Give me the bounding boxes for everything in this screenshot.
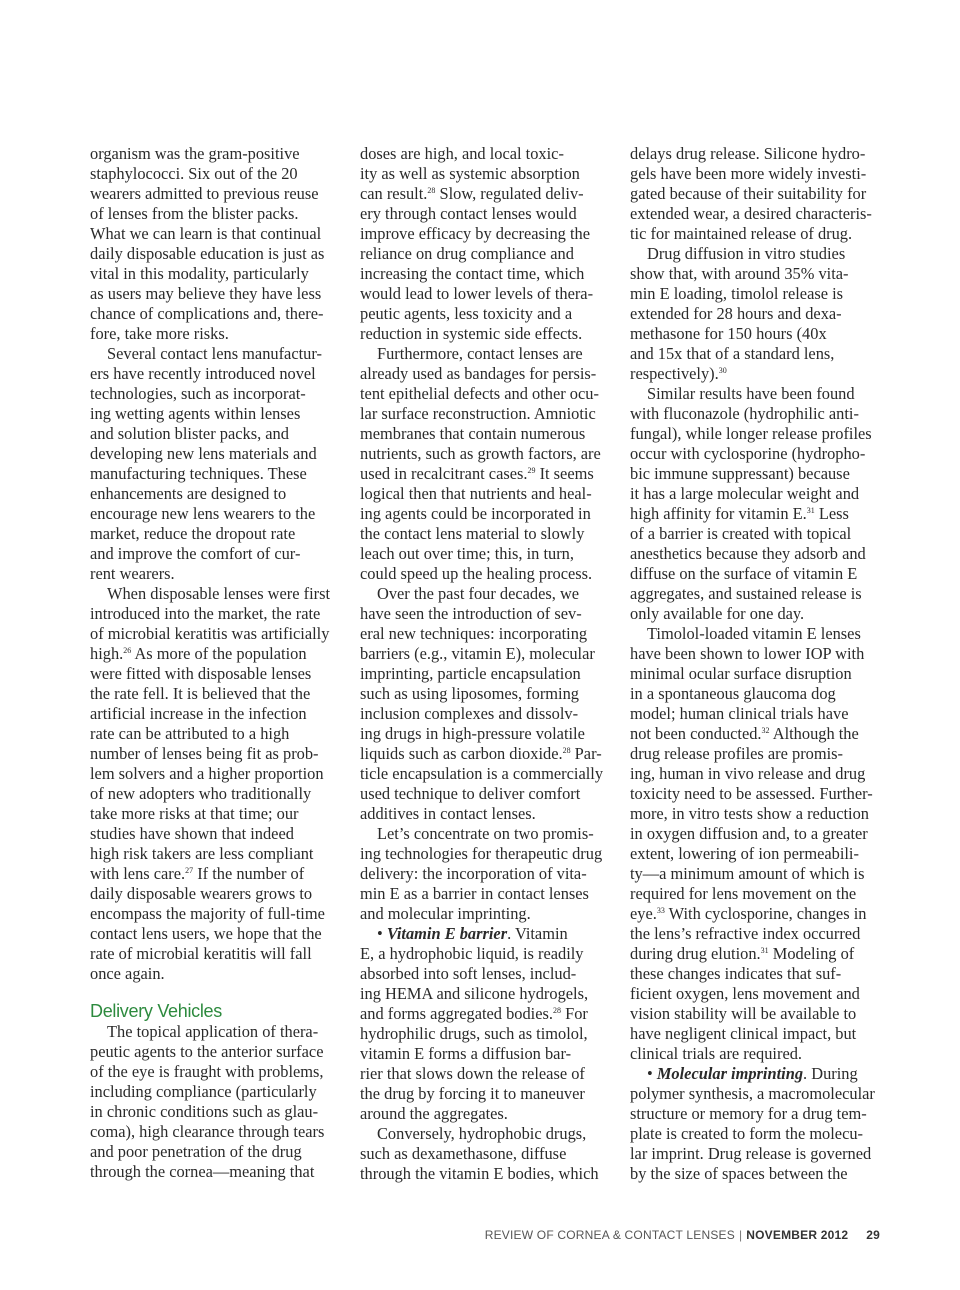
text-line: structure or memory for a drug tem- — [630, 1104, 867, 1123]
text-line: gels have been more widely investi- — [630, 164, 867, 183]
text-line: When disposable lenses were first — [107, 584, 331, 603]
text-line: Conversely, hydrophobic drugs, — [377, 1124, 587, 1143]
text-line: through the vitamin E bodies, which — [360, 1164, 599, 1183]
text-line: • Molecular imprinting. During — [647, 1064, 858, 1083]
text-line: eral new techniques: incorporating — [360, 624, 588, 643]
text-line: hydrophilic drugs, such as timolol, — [360, 1024, 588, 1043]
reference-number: 30 — [718, 366, 727, 375]
page-number: 29 — [866, 1228, 880, 1242]
text-line: ing wetting agents within lenses — [90, 404, 301, 423]
text-line: and poor penetration of the drug — [90, 1142, 302, 1161]
page-footer — [485, 1228, 880, 1242]
text-line: of lenses from the blister packs. — [90, 204, 299, 223]
run-in-term: Molecular imprinting — [656, 1064, 804, 1083]
text-line: introduced into the market, the rate — [90, 604, 321, 623]
text-line: peutic agents, less toxicity and a — [360, 304, 573, 323]
text-line: wearers admitted to previous reuse — [90, 184, 319, 203]
text-line: clinical trials are required. — [630, 1044, 803, 1063]
paragraph — [630, 144, 878, 244]
text-line: vital in this modality, particularly — [90, 264, 309, 283]
text-line: encompass the majority of full-time — [90, 904, 325, 923]
text-line: would lead to lower levels of thera- — [360, 284, 594, 303]
text-line: tent epithelial defects and other ocu- — [360, 384, 599, 403]
text-line: during drug elution.$^{31}$ Modeling of — [630, 944, 855, 963]
text-line: aggregates, and sustained release is — [630, 584, 862, 603]
column-1 — [90, 144, 340, 1182]
text-line: not been conducted.$^{32}$ Although the — [630, 724, 859, 743]
text-line: Similar results have been found — [647, 384, 855, 403]
reference-number: 28 — [552, 1006, 561, 1015]
text-line: vision stability will be available to — [630, 1004, 857, 1023]
text-line: artificial increase in the infection — [90, 704, 307, 723]
text-line: ers have recently introduced novel — [90, 364, 316, 383]
issue-date: NOVEMBER 2012 — [746, 1228, 849, 1242]
text-line: delivery: the incorporation of vita- — [360, 864, 587, 883]
text-line: respectively).$^{30}$ — [630, 364, 727, 383]
text-line: toxicity need to be assessed. Further- — [630, 784, 873, 803]
text-line: market, reduce the dropout rate — [90, 524, 296, 543]
paragraph — [360, 1124, 610, 1184]
text-line: daily disposable wearers grows to — [90, 884, 313, 903]
paragraph — [630, 384, 878, 624]
text-line: polymer synthesis, a macromolecular — [630, 1084, 875, 1103]
paragraph — [360, 344, 610, 584]
text-line: technologies, such as incorporat- — [90, 384, 306, 403]
text-line: ery through contact lenses would — [360, 204, 577, 223]
text-line: chance of complications and, there- — [90, 304, 324, 323]
text-line: with fluconazole (hydrophilic anti- — [630, 404, 859, 423]
text-line: already used as bandages for persis- — [360, 364, 597, 383]
paragraph — [90, 584, 340, 984]
text-line: lar imprint. Drug release is governed — [630, 1144, 872, 1163]
text-line: lem solvers and a higher proportion — [90, 764, 324, 783]
reference-number: 31 — [806, 506, 815, 515]
text-line: • Vitamin E barrier. Vitamin — [377, 924, 568, 943]
text-line: as users may believe they have less — [90, 284, 322, 303]
paragraph — [90, 1022, 340, 1182]
text-line: eye.$^{33}$ With cyclosporine, changes in — [630, 904, 867, 923]
text-line: fore, take more risks. — [90, 324, 229, 343]
text-line: the drug by forcing it to maneuver — [360, 1084, 585, 1103]
text-line: the lens’s refractive index occurred — [630, 924, 861, 943]
text-line: it has a large molecular weight and — [630, 484, 860, 503]
text-line: The topical application of thera- — [107, 1022, 319, 1041]
text-line: delays drug release. Silicone hydro- — [630, 144, 866, 163]
text-line: the contact lens material to slowly — [360, 524, 585, 543]
text-line: the rate fell. It is believed that the — [90, 684, 311, 703]
text-line: such as using liposomes, forming — [360, 684, 579, 703]
footer-separator: | — [738, 1228, 743, 1242]
text-line: plate is created to form the molecu- — [630, 1124, 864, 1143]
text-line: and solution blister packs, and — [90, 424, 289, 443]
reference-number: 26 — [123, 646, 132, 655]
text-line: min E loading, timolol release is — [630, 284, 844, 303]
text-line: additives in contact lenses. — [360, 804, 536, 823]
run-in-term: Vitamin E barrier — [386, 924, 508, 943]
text-line: show that, with around 35% vita- — [630, 264, 849, 283]
paragraph — [90, 344, 340, 584]
section-heading: Delivery Vehicles — [90, 1001, 222, 1021]
text-line: Several contact lens manufactur- — [107, 344, 322, 363]
text-line: coma), high clearance through tears — [90, 1122, 325, 1141]
text-line: ity as well as systemic absorption — [360, 164, 580, 183]
text-line: peutic agents to the anterior surface — [90, 1042, 324, 1061]
text-line: only available for one day. — [630, 604, 805, 623]
reference-number: 28 — [427, 186, 436, 195]
column-2 — [360, 144, 610, 1184]
paragraph — [360, 584, 610, 824]
text-line: occur with cyclosporine (hydropho- — [630, 444, 866, 463]
text-line: encourage new lens wearers to the — [90, 504, 316, 523]
text-line: Furthermore, contact lenses are — [377, 344, 583, 363]
text-line: E, a hydrophobic liquid, is readily — [360, 944, 584, 963]
text-line: including compliance (particularly — [90, 1082, 317, 1101]
paragraph — [630, 1064, 878, 1184]
text-line: by the size of spaces between the — [630, 1164, 848, 1183]
reference-number: 32 — [761, 726, 770, 735]
text-line: and 15x that of a standard lens, — [630, 344, 835, 363]
reference-number: 28 — [562, 746, 571, 755]
text-line: barriers (e.g., vitamin E), molecular — [360, 644, 595, 663]
text-line: organism was the gram-positive — [90, 144, 300, 163]
text-line: with lens care.$^{27}$ If the number of — [90, 864, 305, 883]
text-line: anesthetics because they adsorb and — [630, 544, 866, 563]
text-line: take more risks at that time; our — [90, 804, 299, 823]
text-line: number of lenses being fit as prob- — [90, 744, 319, 763]
text-line: high risk takers are less compliant — [90, 844, 314, 863]
text-line: contact lens users, we hope that the — [90, 924, 322, 943]
text-line: drug release profiles are promis- — [630, 744, 843, 763]
text-line: fungal), while longer release profiles — [630, 424, 872, 443]
text-line: enhancements are designed to — [90, 484, 287, 503]
text-line: min E as a barrier in contact lenses — [360, 884, 589, 903]
text-line: rate can be attributed to a high — [90, 724, 290, 743]
text-line: studies have shown that indeed — [90, 824, 294, 843]
reference-number: 31 — [760, 946, 769, 955]
text-line: high.$^{26}$ As more of the population — [90, 644, 307, 663]
paragraph — [630, 624, 878, 1064]
text-line: could speed up the healing process. — [360, 564, 593, 583]
text-line: in chronic conditions such as glau- — [90, 1102, 319, 1121]
text-line: these changes indicates that suf- — [630, 964, 842, 983]
text-line: lar surface reconstruction. Amniotic — [360, 404, 596, 423]
text-line: diffuse on the surface of vitamin E — [630, 564, 858, 583]
text-line: minimal ocular surface disruption — [630, 664, 852, 683]
text-line: imprinting, particle encapsulation — [360, 664, 581, 683]
text-line: around the aggregates. — [360, 1104, 508, 1123]
text-line: rate of microbial keratitis will fall — [90, 944, 312, 963]
text-line: ty—a minimum amount of which is — [630, 864, 865, 883]
text-line: ing technologies for therapeutic drug — [360, 844, 603, 863]
text-line: staphylococci. Six out of the 20 — [90, 164, 298, 183]
text-line: liquids such as carbon dioxide.$^{28}$ Par- — [360, 744, 602, 763]
paragraph — [90, 144, 340, 344]
text-line: more, in vitro tests show a reduction — [630, 804, 869, 823]
text-line: of a barrier is created with topical — [630, 524, 852, 543]
text-line: Over the past four decades, we — [377, 584, 580, 603]
text-line: bic immune suppressant) because — [630, 464, 850, 483]
text-line: used technique to deliver comfort — [360, 784, 581, 803]
text-line: in a spontaneous glaucoma dog — [630, 684, 836, 703]
text-line: Drug diffusion in vitro studies — [647, 244, 846, 263]
text-line: extended wear, a desired characteris- — [630, 204, 872, 223]
text-line: ing agents could be incorporated in — [360, 504, 591, 523]
text-line: in oxygen diffusion and, to a greater — [630, 824, 868, 843]
text-line: through the cornea—meaning that — [90, 1162, 315, 1181]
text-line: and improve the comfort of cur- — [90, 544, 301, 563]
paragraph — [360, 144, 610, 344]
text-line: and forms aggregated bodies.$^{28}$ For — [360, 1004, 588, 1023]
text-line: Let’s concentrate on two promis- — [377, 824, 594, 843]
text-line: once again. — [90, 964, 165, 983]
bullet: • — [647, 1064, 657, 1083]
text-line: of new adopters who traditionally — [90, 784, 312, 803]
text-line: manufacturing techniques. These — [90, 464, 307, 483]
text-line: increasing the contact time, which — [360, 264, 585, 283]
paragraph — [360, 924, 610, 1124]
text-line: used in recalcitrant cases.$^{29}$ It seems — [360, 464, 594, 483]
text-line: methasone for 150 hours (40x — [630, 324, 827, 343]
text-line: developing new lens materials and — [90, 444, 317, 463]
text-line: doses are high, and local toxic- — [360, 144, 564, 163]
text-line: of microbial keratitis was artificially — [90, 624, 330, 643]
text-line: extent, lowering of ion permeabili- — [630, 844, 859, 863]
text-line: required for lens movement on the — [630, 884, 857, 903]
text-line: gated because of their suitability for — [630, 184, 867, 203]
column-3 — [630, 144, 878, 1184]
text-line: ficient oxygen, lens movement and — [630, 984, 860, 1003]
text-line: can result.$^{28}$ Slow, regulated deliv- — [360, 184, 584, 203]
text-line: rent wearers. — [90, 564, 175, 583]
paragraph — [630, 244, 878, 384]
reference-number: 27 — [185, 866, 194, 875]
text-line: ing, human in vivo release and drug — [630, 764, 866, 783]
journal-name: REVIEW OF CORNEA & CONTACT LENSES — [484, 1228, 735, 1242]
bullet: • — [377, 924, 387, 943]
text-line: high affinity for vitamin E.$^{31}$ Less — [630, 504, 849, 523]
text-line: have seen the introduction of sev- — [360, 604, 582, 623]
text-line: reliance on drug compliance and — [360, 244, 574, 263]
text-line: extended for 28 hours and dexa- — [630, 304, 842, 323]
text-line: have negligent clinical impact, but — [630, 1024, 857, 1043]
text-line: such as dexamethasone, diffuse — [360, 1144, 567, 1163]
text-line: membranes that contain numerous — [360, 424, 586, 443]
text-line: What we can learn is that continual — [90, 224, 322, 243]
text-line: tic for maintained release of drug. — [630, 224, 853, 243]
reference-number: 29 — [527, 466, 536, 475]
text-line: rier that slows down the release of — [360, 1064, 585, 1083]
text-line: improve efficacy by decreasing the — [360, 224, 590, 243]
text-line: daily disposable education is just as — [90, 244, 325, 263]
text-line: logical then that nutrients and heal- — [360, 484, 592, 503]
text-line: Timolol-loaded vitamin E lenses — [647, 624, 861, 643]
text-line: and molecular imprinting. — [360, 904, 531, 923]
text-line: have been shown to lower IOP with — [630, 644, 865, 663]
text-line: nutrients, such as growth factors, are — [360, 444, 601, 463]
text-line: vitamin E forms a diffusion bar- — [360, 1044, 572, 1063]
text-line: model; human clinical trials have — [630, 704, 849, 723]
paragraph — [360, 824, 610, 924]
text-line: ing HEMA and silicone hydrogels, — [360, 984, 589, 1003]
text-line: of the eye is fraught with problems, — [90, 1062, 324, 1081]
text-line: ticle encapsulation is a commercially — [360, 764, 604, 783]
text-line: reduction in systemic side effects. — [360, 324, 583, 343]
text-line: leach out over time; this, in turn, — [360, 544, 574, 563]
text-line: were fitted with disposable lenses — [90, 664, 312, 683]
text-line: absorbed into soft lenses, includ- — [360, 964, 577, 983]
reference-number: 33 — [656, 906, 665, 915]
text-line: inclusion complexes and dissolv- — [360, 704, 579, 723]
text-line: ing drugs in high-pressure volatile — [360, 724, 585, 743]
